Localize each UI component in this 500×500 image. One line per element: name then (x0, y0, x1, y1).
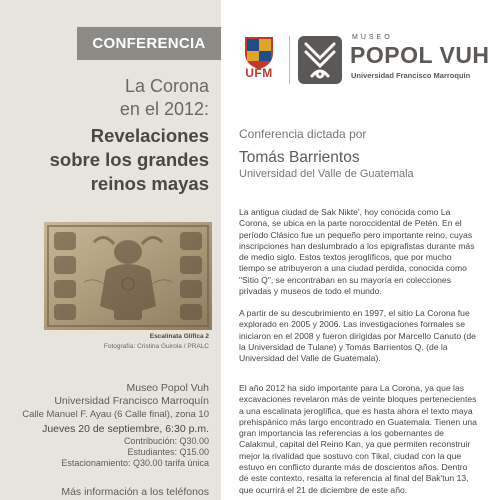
venue-name: Museo Popol Vuh (126, 382, 209, 394)
image-caption: Escalinata Glífica 2 (149, 333, 209, 340)
title-line-3: Revelaciones (90, 125, 209, 146)
venue-address: Calle Manuel F. Ayau (6 Calle final), zona 10 (22, 409, 209, 420)
title-line-2: en el 2012: (119, 99, 209, 119)
left-panel (0, 0, 221, 500)
title-line-4: sobre los grandes (49, 149, 209, 170)
paragraph-2: A partir de su descubrimiento en 1997, el sitio La Corona fue explorado en 2005 y 2006. Las investigaciones formales se iniciaron en el 2008 y fueron dirigidas por Marcello Canuto (de la Universidad de Tulane) y Tomás Barrientos Q. (de la Universidad del Valle de Guatemala). (239, 308, 476, 364)
fee-parking: Estacionamiento: Q30.00 tarifa única (61, 458, 209, 468)
fee-contribution: Contribución: Q30.00 (123, 436, 209, 446)
logo-divider (289, 36, 290, 84)
ufm-wordmark: UFM (245, 66, 273, 80)
paragraph-3: El año 2012 ha sido importante para La Corona, ya que las excavaciones revelaron más de veinte bloques pertenecientes a una escalinata jeroglífica, que es hasta ahora el texto maya prehispánico más largo encontrado en Guatemala. Tienen una gran importancia las referencias a los gobernantes de Calakmul, capital del Reino Kan, ya que permiten reconstruir mejor la rivalidad que sostuvo con Tikal, ciudad con la que estuvo en conflicto durante más de doscientos años. Dentro de este contexto, resalta la referencia al final del Bak'tun 13, que ocurrirá el 21 de diciembre de este año. (239, 383, 477, 495)
popol-vuh-mark-icon (298, 36, 342, 84)
paragraph-1: La antigua ciudad de Sak Nikte', hoy conocida como La Corona, se ubica en la parte noroccidental de Petén. En el período Clásico fue un pequeño pero importante reino, cuyas inscripciones han deslumbrado a los epigrafistas durante más de medio siglo. Estos textos jeroglíficos, que por mucho tiempo se atribuyeron a una ciudad perdida, conocida como "Sitio Q", se encontraban en su mayoría en colecciones privadas y museos de todo el mundo. (239, 207, 475, 297)
glyph-stone-photo (44, 222, 212, 330)
photo-credit: Fotografía: Cristina Guirola / PRALC (103, 343, 209, 350)
more-info: Más información a los teléfonos (61, 486, 209, 498)
speaker-affiliation: Universidad del Valle de Guatemala (239, 168, 414, 180)
popol-university-label: Universidad Francisco Marroquín (351, 71, 471, 80)
conference-banner: CONFERENCIA (77, 27, 221, 60)
fee-students: Estudiantes: Q15.00 (127, 447, 209, 457)
title-line-1: La Corona (124, 76, 209, 96)
popol-vuh-wordmark: POPOL VUH (350, 42, 490, 68)
event-datetime: Jueves 20 de septiembre, 6:30 p.m. (42, 423, 209, 435)
carved-stone-image (44, 222, 212, 330)
museo-label: MUSEO (352, 34, 393, 41)
speaker-name: Tomás Barrientos (239, 149, 360, 166)
venue-university: Universidad Francisco Marroquín (54, 395, 209, 407)
lecture-by-label: Conferencia dictada por (239, 127, 367, 141)
title-line-5: reinos mayas (90, 173, 209, 194)
